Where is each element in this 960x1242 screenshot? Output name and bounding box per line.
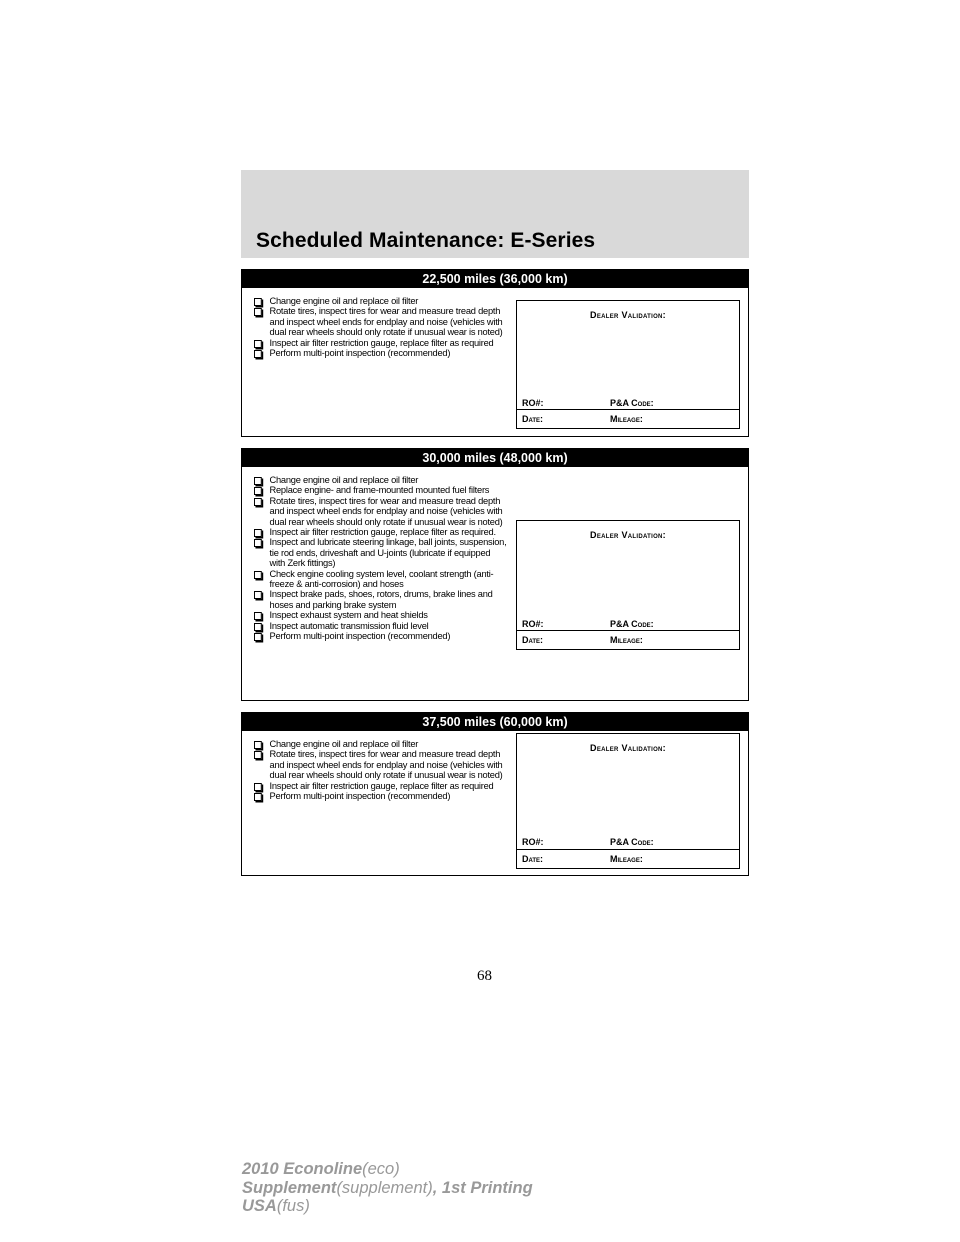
maintenance-section-37500 — [241, 712, 749, 876]
checklist-item-text: dual rear wheels should only rotate if unusual wear is noted) — [269, 327, 503, 339]
dealer-validation-box — [516, 300, 740, 429]
footer-market: USA — [242, 1197, 277, 1215]
ro-label: RO#: — [522, 398, 544, 408]
checkbox-icon[interactable] — [254, 529, 262, 537]
pa-code-label: P&A Code: — [610, 837, 654, 847]
checklist-item-text: Rotate tires, inspect tires for wear and measure tread depth — [269, 495, 501, 507]
checkbox-icon[interactable] — [254, 571, 262, 579]
checklist-item — [254, 570, 508, 591]
checklist-item-text: Inspect air filter restriction gauge, replace filter as required — [269, 780, 494, 792]
checklist-item-text: freeze & anti-corrosion) and hoses — [269, 579, 404, 591]
section-title: 22,500 miles (36,000 km) — [242, 270, 748, 288]
checklist-item-text: dual rear wheels should only rotate if unusual wear is noted) — [269, 770, 503, 782]
maintenance-section-30000 — [241, 448, 749, 701]
checklist-item-text: Inspect exhaust system and heat shields — [269, 610, 428, 622]
checkbox-icon[interactable] — [254, 487, 262, 495]
dealer-validation-title: Dealer Validation: — [590, 743, 666, 753]
footer-print-info — [242, 1160, 533, 1216]
checklist-item-text: Inspect brake pads, shoes, rotors, drums, brake lines and — [269, 589, 493, 601]
checkbox-icon[interactable] — [254, 633, 262, 641]
checkbox-icon[interactable] — [254, 793, 262, 801]
checklist-item-text: Inspect automatic transmission fluid level — [269, 620, 429, 632]
checklist-item — [254, 590, 508, 611]
checkbox-icon[interactable] — [254, 298, 262, 306]
checkbox-icon[interactable] — [254, 308, 262, 316]
task-list — [254, 297, 516, 359]
checkbox-icon[interactable] — [254, 623, 262, 631]
checklist-item — [254, 497, 508, 528]
checkbox-icon[interactable] — [254, 741, 262, 749]
dealer-validation-box — [516, 520, 740, 650]
checklist-item-text: Rotate tires, inspect tires for wear and measure tread depth — [269, 306, 501, 318]
mileage-label: Mileage: — [610, 414, 643, 424]
footer-printing: , 1st Printing — [432, 1178, 533, 1197]
pa-code-label: P&A Code: — [610, 619, 654, 629]
footer-model-code: (eco) — [362, 1160, 400, 1178]
mileage-label: Mileage: — [610, 854, 643, 864]
footer-supplement: Supplement — [242, 1178, 337, 1197]
checklist-item — [254, 349, 508, 359]
footer-model: 2010 Econoline — [242, 1160, 363, 1178]
checklist-item — [254, 792, 508, 802]
checkbox-icon[interactable] — [254, 751, 262, 759]
checklist-item-text: with Zerk fittings) — [269, 558, 336, 570]
checklist-item-text: Perform multi-point inspection (recommended) — [269, 348, 451, 360]
validation-divider — [517, 849, 739, 850]
page-title: Scheduled Maintenance: E-Series — [256, 229, 596, 252]
dealer-validation-title: Dealer Validation: — [590, 310, 666, 320]
checkbox-icon[interactable] — [254, 477, 262, 485]
checklist-item-text: dual rear wheels should only rotate if unusual wear is noted) — [269, 516, 503, 528]
date-label: Date: — [522, 854, 544, 864]
mileage-label: Mileage: — [610, 635, 643, 645]
checklist-item — [254, 307, 508, 338]
checklist-item-text: and inspect wheel ends for endplay and noise (vehicles with — [269, 506, 503, 518]
validation-divider — [517, 630, 739, 631]
checkbox-icon[interactable] — [254, 591, 262, 599]
section-title: 30,000 miles (48,000 km) — [242, 449, 748, 467]
checkbox-icon[interactable] — [254, 539, 262, 547]
checkbox-icon[interactable] — [254, 340, 262, 348]
checklist-item-text: Change engine oil and replace oil filter — [269, 296, 419, 307]
date-label: Date: — [522, 414, 544, 424]
checklist-item-text: Inspect air filter restriction gauge, replace filter as required. — [269, 527, 496, 539]
footer-supplement-code: (supplement) — [336, 1178, 433, 1197]
task-list — [254, 476, 516, 643]
date-label: Date: — [522, 635, 544, 645]
checklist-item-text: hoses and parking brake system — [269, 599, 397, 611]
checklist-item — [254, 750, 508, 781]
dealer-validation-box — [516, 733, 740, 869]
checklist-item-text: Check engine cooling system level, coolant strength (anti- — [269, 568, 494, 580]
checklist-item-text: tie rod ends, driveshaft and U-joints (lubricate if equipped — [269, 547, 491, 559]
checklist-item-text: Perform multi-point inspection (recommended) — [269, 791, 451, 803]
page-number: 68 — [477, 968, 492, 984]
checklist-item-text: Inspect and lubricate steering linkage, ball joints, suspension, — [269, 537, 507, 549]
maintenance-section-22500 — [241, 269, 749, 437]
checkbox-icon[interactable] — [254, 498, 262, 506]
checklist-item-text: Inspect air filter restriction gauge, replace filter as required — [269, 337, 494, 349]
checklist-item-text: Perform multi-point inspection (recommended) — [269, 631, 451, 643]
ro-label: RO#: — [522, 837, 544, 847]
checklist-item-text: and inspect wheel ends for endplay and noise (vehicles with — [269, 316, 503, 328]
checklist-item-text: Change engine oil and replace oil filter — [269, 739, 419, 750]
pa-code-label: P&A Code: — [610, 398, 654, 408]
checklist-item-text: Change engine oil and replace oil filter — [269, 475, 419, 486]
checklist-item-text: and inspect wheel ends for endplay and noise (vehicles with — [269, 759, 503, 771]
validation-divider — [517, 409, 739, 410]
dealer-validation-title: Dealer Validation: — [590, 530, 666, 540]
task-list — [254, 740, 516, 802]
checklist-item — [254, 538, 508, 569]
checklist-item — [254, 632, 508, 642]
section-title: 37,500 miles (60,000 km) — [242, 713, 748, 731]
ro-label: RO#: — [522, 619, 544, 629]
checklist-item-text: Rotate tires, inspect tires for wear and measure tread depth — [269, 749, 501, 761]
checkbox-icon[interactable] — [254, 350, 262, 358]
checklist-item-text: Replace engine- and frame-mounted mounted fuel filters — [269, 485, 490, 497]
footer-market-code: (fus) — [276, 1197, 310, 1215]
checkbox-icon[interactable] — [254, 612, 262, 620]
checkbox-icon[interactable] — [254, 783, 262, 791]
